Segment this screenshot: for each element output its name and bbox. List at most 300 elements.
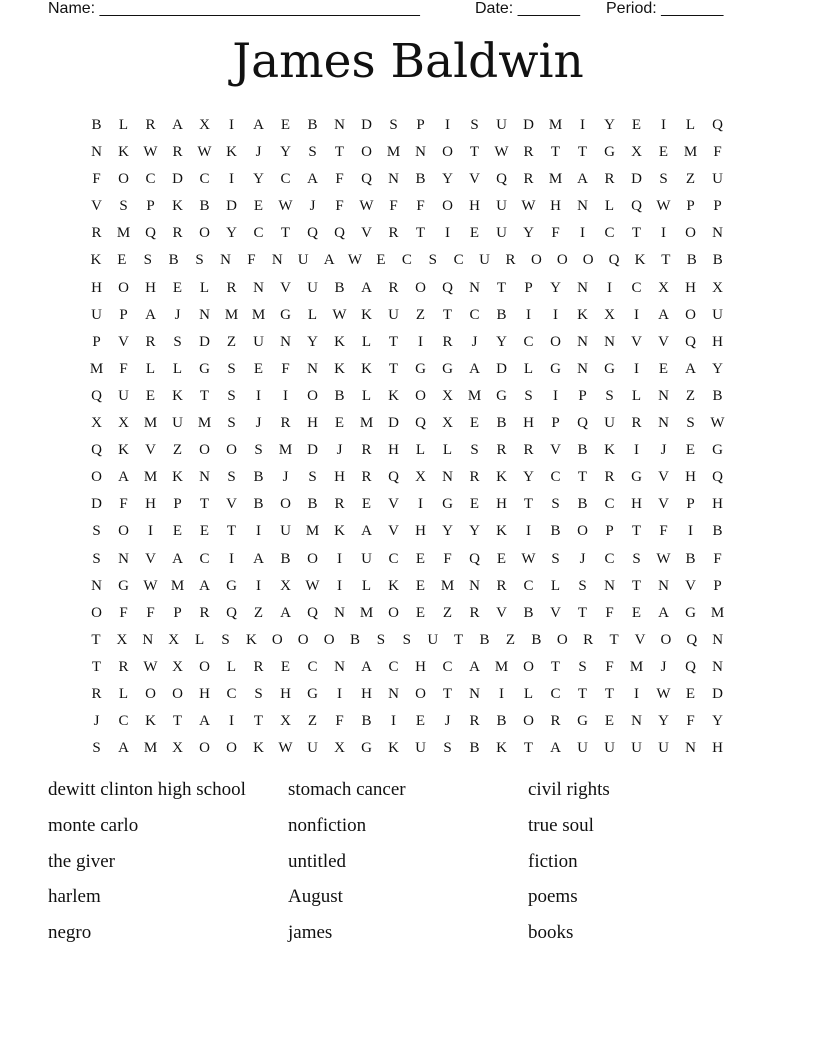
grid-letter[interactable]: X [91, 415, 102, 432]
grid-letter[interactable]: A [280, 604, 291, 621]
grid-letter[interactable]: E [496, 550, 507, 567]
grid-letter[interactable]: L [550, 577, 561, 594]
grid-letter[interactable]: M [305, 523, 320, 540]
grid-letter[interactable]: S [428, 252, 437, 269]
grid-letter[interactable]: H [307, 415, 318, 432]
grid-letter[interactable]: I [229, 117, 234, 133]
grid-letter[interactable]: S [578, 577, 587, 594]
grid-letter[interactable]: S [470, 442, 479, 459]
grid-letter[interactable]: X [604, 306, 615, 323]
grid-letter[interactable]: R [505, 252, 516, 269]
grid-letter[interactable]: P [92, 333, 101, 350]
grid-letter[interactable]: U [361, 550, 372, 567]
grid-letter[interactable]: R [145, 117, 156, 133]
grid-letter[interactable]: I [688, 523, 693, 540]
grid-letter[interactable]: R [604, 469, 615, 486]
grid-letter[interactable]: E [361, 496, 372, 513]
grid-letter[interactable]: Y [442, 171, 453, 188]
grid-letter[interactable]: S [551, 550, 560, 567]
grid-letter[interactable]: N [142, 631, 154, 648]
grid-letter[interactable]: A [199, 713, 210, 730]
grid-letter[interactable]: E [415, 604, 426, 621]
grid-letter[interactable]: X [415, 469, 426, 486]
grid-letter[interactable]: U [427, 631, 439, 648]
grid-letter[interactable]: Y [523, 469, 534, 486]
grid-letter[interactable]: H [712, 333, 723, 350]
grid-letter[interactable]: X [658, 279, 669, 296]
grid-letter[interactable]: B [550, 523, 561, 540]
grid-letter[interactable]: E [658, 144, 669, 161]
grid-letter[interactable]: K [172, 198, 183, 215]
grid-letter[interactable]: S [686, 415, 695, 432]
grid-letter[interactable]: T [415, 225, 426, 242]
grid-letter[interactable]: C [145, 171, 156, 188]
grid-letter[interactable]: R [523, 171, 534, 188]
grid-letter[interactable]: H [361, 685, 372, 702]
grid-letter[interactable]: M [494, 658, 509, 675]
grid-letter[interactable]: Y [226, 225, 237, 242]
grid-letter[interactable]: O [361, 144, 372, 161]
grid-letter[interactable]: T [454, 631, 464, 648]
grid-letter[interactable]: L [523, 360, 534, 377]
grid-letter[interactable]: F [551, 225, 560, 242]
grid-letter[interactable]: G [226, 577, 237, 594]
grid-letter[interactable]: V [226, 496, 237, 513]
grid-letter[interactable]: M [467, 387, 482, 404]
grid-letter[interactable]: M [440, 577, 455, 594]
grid-letter[interactable]: S [551, 496, 560, 513]
grid-letter[interactable]: O [415, 685, 426, 702]
grid-letter[interactable]: S [308, 144, 317, 161]
grid-letter[interactable]: X [172, 658, 183, 675]
grid-letter[interactable]: K [577, 306, 588, 323]
grid-letter[interactable]: I [661, 117, 666, 133]
grid-letter[interactable]: I [283, 387, 288, 404]
grid-letter[interactable]: T [442, 306, 453, 323]
grid-letter[interactable]: A [253, 117, 264, 133]
grid-letter[interactable]: I [634, 360, 639, 377]
grid-letter[interactable]: T [172, 713, 183, 730]
grid-letter[interactable]: S [227, 469, 236, 486]
grid-letter[interactable]: N [415, 144, 426, 161]
grid-letter[interactable]: U [577, 740, 588, 757]
grid-letter[interactable]: O [442, 198, 453, 215]
grid-letter[interactable]: Q [226, 604, 237, 621]
grid-letter[interactable]: Q [631, 198, 642, 215]
grid-letter[interactable]: X [280, 577, 291, 594]
grid-letter[interactable]: R [253, 658, 264, 675]
grid-letter[interactable]: B [280, 550, 291, 567]
grid-letter[interactable]: D [361, 117, 372, 133]
grid-letter[interactable]: V [280, 279, 291, 296]
grid-letter[interactable]: V [388, 523, 399, 540]
grid-letter[interactable]: T [577, 469, 588, 486]
grid-letter[interactable]: N [469, 577, 480, 594]
grid-letter[interactable]: O [226, 740, 237, 757]
grid-letter[interactable]: Q [686, 631, 698, 648]
grid-letter[interactable]: D [523, 117, 534, 133]
grid-letter[interactable]: Q [91, 387, 102, 404]
grid-letter[interactable]: T [91, 658, 102, 675]
grid-letter[interactable]: B [350, 631, 361, 648]
grid-letter[interactable]: O [388, 604, 399, 621]
grid-letter[interactable]: I [499, 685, 504, 702]
grid-letter[interactable]: R [496, 442, 507, 459]
grid-letter[interactable]: A [361, 658, 372, 675]
grid-letter[interactable]: I [337, 550, 342, 567]
grid-letter[interactable]: A [469, 658, 480, 675]
grid-letter[interactable]: K [334, 360, 345, 377]
grid-letter[interactable]: P [686, 198, 695, 215]
grid-letter[interactable]: C [253, 225, 264, 242]
grid-letter[interactable]: C [469, 306, 480, 323]
grid-letter[interactable]: B [712, 523, 723, 540]
grid-letter[interactable]: W [359, 198, 374, 215]
grid-letter[interactable]: N [280, 333, 291, 350]
grid-letter[interactable]: S [659, 171, 668, 188]
grid-letter[interactable]: O [523, 713, 534, 730]
grid-letter[interactable]: O [415, 387, 426, 404]
grid-letter[interactable]: Q [685, 658, 696, 675]
grid-letter[interactable]: A [469, 360, 480, 377]
grid-letter[interactable]: E [658, 360, 669, 377]
grid-letter[interactable]: U [388, 306, 399, 323]
grid-letter[interactable]: I [634, 306, 639, 323]
grid-letter[interactable]: O [582, 252, 594, 269]
grid-letter[interactable]: T [388, 333, 399, 350]
grid-letter[interactable]: S [227, 360, 236, 377]
grid-letter[interactable]: V [469, 171, 480, 188]
grid-letter[interactable]: I [526, 306, 531, 323]
grid-letter[interactable]: I [661, 225, 666, 242]
grid-letter[interactable]: J [336, 442, 343, 459]
grid-letter[interactable]: R [631, 415, 642, 432]
grid-letter[interactable]: S [92, 523, 101, 540]
grid-letter[interactable]: P [713, 198, 722, 215]
grid-letter[interactable]: U [253, 333, 264, 350]
grid-letter[interactable]: N [469, 279, 480, 296]
grid-letter[interactable]: W [197, 144, 212, 161]
grid-letter[interactable]: B [577, 442, 588, 459]
grid-letter[interactable]: G [118, 577, 129, 594]
grid-letter[interactable]: T [604, 685, 615, 702]
grid-letter[interactable]: M [89, 360, 104, 377]
grid-letter[interactable]: E [280, 658, 291, 675]
grid-letter[interactable]: N [91, 144, 102, 161]
grid-letter[interactable]: K [634, 252, 646, 269]
grid-letter[interactable]: L [415, 442, 426, 459]
grid-letter[interactable]: F [416, 198, 425, 215]
grid-letter[interactable]: I [553, 306, 558, 323]
grid-letter[interactable]: H [469, 198, 480, 215]
grid-letter[interactable]: N [199, 469, 210, 486]
grid-letter[interactable]: B [479, 631, 490, 648]
grid-letter[interactable]: Y [550, 279, 561, 296]
grid-letter[interactable]: W [656, 685, 671, 702]
grid-letter[interactable]: A [172, 550, 183, 567]
grid-letter[interactable]: S [605, 387, 614, 404]
grid-letter[interactable]: U [712, 306, 723, 323]
grid-letter[interactable]: P [578, 387, 587, 404]
grid-letter[interactable]: O [685, 225, 696, 242]
grid-letter[interactable]: X [334, 740, 345, 757]
grid-letter[interactable]: Q [712, 117, 723, 133]
grid-letter[interactable]: N [388, 685, 399, 702]
grid-letter[interactable]: E [334, 415, 345, 432]
grid-letter[interactable]: Q [469, 550, 480, 567]
grid-letter[interactable]: W [347, 252, 363, 269]
grid-letter[interactable]: S [376, 631, 386, 648]
grid-letter[interactable]: H [145, 279, 156, 296]
grid-letter[interactable]: J [444, 713, 451, 730]
grid-letter[interactable]: I [445, 117, 450, 133]
grid-letter[interactable]: A [118, 469, 129, 486]
grid-letter[interactable]: N [604, 333, 615, 350]
grid-letter[interactable]: C [280, 171, 291, 188]
grid-letter[interactable]: T [199, 496, 210, 513]
grid-letter[interactable]: A [361, 523, 372, 540]
grid-letter[interactable]: T [199, 387, 210, 404]
grid-letter[interactable]: Y [442, 523, 453, 540]
grid-letter[interactable]: R [469, 469, 480, 486]
grid-letter[interactable]: D [199, 333, 210, 350]
grid-letter[interactable]: T [280, 225, 291, 242]
grid-letter[interactable]: T [442, 685, 453, 702]
grid-letter[interactable]: M [386, 144, 401, 161]
grid-letter[interactable]: U [415, 740, 426, 757]
grid-letter[interactable]: H [685, 279, 696, 296]
grid-letter[interactable]: E [117, 252, 127, 269]
grid-letter[interactable]: R [523, 442, 534, 459]
grid-letter[interactable]: E [415, 713, 426, 730]
grid-letter[interactable]: M [116, 225, 131, 242]
grid-letter[interactable]: B [91, 117, 102, 133]
grid-letter[interactable]: N [604, 577, 615, 594]
grid-letter[interactable]: N [271, 252, 283, 269]
grid-letter[interactable]: F [119, 496, 128, 513]
grid-letter[interactable]: B [307, 117, 318, 133]
grid-letter[interactable]: C [604, 550, 615, 567]
grid-letter[interactable]: L [226, 658, 237, 675]
grid-letter[interactable]: E [145, 387, 156, 404]
grid-letter[interactable]: F [659, 523, 668, 540]
grid-letter[interactable]: I [553, 387, 558, 404]
grid-letter[interactable]: S [92, 740, 101, 757]
grid-letter[interactable]: T [661, 252, 671, 269]
grid-letter[interactable]: A [145, 306, 156, 323]
grid-letter[interactable]: O [550, 333, 561, 350]
grid-letter[interactable]: C [442, 658, 453, 675]
grid-letter[interactable]: P [173, 496, 182, 513]
grid-letter[interactable]: N [577, 360, 588, 377]
grid-letter[interactable]: K [361, 306, 372, 323]
grid-letter[interactable]: E [685, 442, 696, 459]
grid-letter[interactable]: R [604, 171, 615, 188]
grid-letter[interactable]: A [361, 279, 372, 296]
grid-letter[interactable]: S [143, 252, 152, 269]
grid-letter[interactable]: N [658, 415, 669, 432]
grid-letter[interactable]: S [632, 550, 641, 567]
grid-letter[interactable]: M [224, 306, 239, 323]
grid-letter[interactable]: U [631, 740, 642, 757]
grid-letter[interactable]: S [470, 117, 479, 133]
grid-letter[interactable]: Z [172, 442, 183, 459]
grid-letter[interactable]: I [580, 225, 585, 242]
grid-letter[interactable]: A [307, 171, 318, 188]
grid-letter[interactable]: F [605, 658, 614, 675]
grid-letter[interactable]: G [280, 306, 291, 323]
grid-letter[interactable]: L [199, 279, 210, 296]
grid-letter[interactable]: C [226, 685, 237, 702]
grid-letter[interactable]: E [415, 577, 426, 594]
grid-letter[interactable]: B [469, 740, 480, 757]
grid-letter[interactable]: R [226, 279, 237, 296]
grid-letter[interactable]: E [280, 117, 291, 133]
grid-letter[interactable]: N [685, 740, 696, 757]
grid-letter[interactable]: Z [442, 604, 453, 621]
grid-letter[interactable]: N [658, 577, 669, 594]
grid-letter[interactable]: V [634, 631, 646, 648]
grid-letter[interactable]: Y [469, 523, 480, 540]
grid-letter[interactable]: N [442, 469, 453, 486]
grid-letter[interactable]: S [227, 415, 236, 432]
grid-letter[interactable]: N [577, 333, 588, 350]
grid-letter[interactable]: B [253, 496, 264, 513]
grid-letter[interactable]: K [145, 713, 156, 730]
grid-letter[interactable]: U [604, 740, 615, 757]
grid-letter[interactable]: J [579, 550, 586, 567]
grid-letter[interactable]: O [307, 387, 318, 404]
grid-letter[interactable]: O [660, 631, 672, 648]
grid-letter[interactable]: A [577, 171, 588, 188]
grid-letter[interactable]: N [469, 685, 480, 702]
grid-letter[interactable]: I [607, 279, 612, 296]
grid-letter[interactable]: D [496, 360, 507, 377]
grid-letter[interactable]: I [580, 117, 585, 133]
grid-letter[interactable]: M [710, 604, 725, 621]
grid-letter[interactable]: Y [253, 171, 264, 188]
grid-letter[interactable]: I [148, 523, 153, 540]
grid-letter[interactable]: S [389, 117, 398, 133]
grid-letter[interactable]: K [388, 577, 399, 594]
grid-letter[interactable]: T [334, 144, 345, 161]
grid-letter[interactable]: P [119, 306, 128, 323]
grid-letter[interactable]: V [145, 550, 156, 567]
grid-letter[interactable]: K [226, 144, 237, 161]
grid-letter[interactable]: B [334, 387, 345, 404]
grid-letter[interactable]: E [631, 117, 642, 133]
grid-letter[interactable]: U [307, 740, 318, 757]
grid-letter[interactable]: R [469, 604, 480, 621]
grid-letter[interactable]: O [577, 523, 588, 540]
grid-letter[interactable]: K [388, 387, 399, 404]
grid-letter[interactable]: U [280, 523, 291, 540]
grid-letter[interactable]: L [604, 198, 615, 215]
grid-letter[interactable]: A [685, 360, 696, 377]
grid-letter[interactable]: K [334, 523, 345, 540]
grid-letter[interactable]: R [361, 442, 372, 459]
grid-letter[interactable]: G [307, 685, 318, 702]
grid-letter[interactable]: G [685, 604, 696, 621]
grid-letter[interactable]: R [388, 279, 399, 296]
grid-letter[interactable]: N [334, 604, 345, 621]
grid-letter[interactable]: Y [604, 117, 615, 133]
grid-letter[interactable]: G [604, 360, 615, 377]
grid-letter[interactable]: O [199, 225, 210, 242]
grid-letter[interactable]: R [280, 415, 291, 432]
grid-letter[interactable]: N [334, 658, 345, 675]
grid-letter[interactable]: V [658, 496, 669, 513]
grid-letter[interactable]: F [146, 604, 155, 621]
grid-letter[interactable]: C [401, 252, 412, 269]
grid-letter[interactable]: T [631, 577, 642, 594]
grid-letter[interactable]: X [442, 415, 453, 432]
grid-letter[interactable]: L [685, 117, 696, 133]
grid-letter[interactable]: H [145, 496, 156, 513]
grid-letter[interactable]: Y [712, 360, 723, 377]
grid-letter[interactable]: U [496, 198, 507, 215]
grid-letter[interactable]: A [658, 604, 669, 621]
grid-letter[interactable]: O [199, 740, 210, 757]
grid-letter[interactable]: G [199, 360, 210, 377]
grid-letter[interactable]: C [604, 225, 615, 242]
grid-letter[interactable]: X [168, 631, 180, 648]
grid-letter[interactable]: H [550, 198, 561, 215]
grid-letter[interactable]: X [116, 631, 128, 648]
grid-letter[interactable]: H [523, 415, 534, 432]
grid-letter[interactable]: C [550, 469, 561, 486]
grid-letter[interactable]: K [90, 252, 102, 269]
grid-letter[interactable]: O [199, 442, 210, 459]
grid-letter[interactable]: Z [253, 604, 264, 621]
grid-letter[interactable]: D [91, 496, 102, 513]
grid-letter[interactable]: W [143, 577, 158, 594]
grid-letter[interactable]: G [442, 496, 453, 513]
grid-letter[interactable]: B [334, 279, 345, 296]
grid-letter[interactable]: G [442, 360, 453, 377]
grid-letter[interactable]: E [631, 604, 642, 621]
grid-letter[interactable]: Q [415, 415, 426, 432]
grid-letter[interactable]: T [469, 144, 480, 161]
grid-letter[interactable]: H [685, 469, 696, 486]
grid-letter[interactable]: C [550, 685, 561, 702]
grid-letter[interactable]: L [442, 442, 453, 459]
grid-letter[interactable]: J [282, 469, 289, 486]
grid-letter[interactable]: X [118, 415, 129, 432]
grid-letter[interactable]: O [307, 550, 318, 567]
grid-letter[interactable]: V [361, 225, 372, 242]
grid-letter[interactable]: S [254, 685, 263, 702]
grid-letter[interactable]: N [577, 279, 588, 296]
grid-letter[interactable]: C [604, 496, 615, 513]
period-field[interactable]: Period: _______ [606, 0, 724, 17]
grid-letter[interactable]: S [195, 252, 204, 269]
grid-letter[interactable]: B [531, 631, 542, 648]
grid-letter[interactable]: Y [658, 713, 669, 730]
grid-letter[interactable]: C [631, 279, 642, 296]
grid-letter[interactable]: S [173, 333, 182, 350]
grid-letter[interactable]: Q [608, 252, 620, 269]
grid-letter[interactable]: K [118, 442, 129, 459]
grid-letter[interactable]: N [388, 171, 399, 188]
grid-letter[interactable]: N [220, 252, 231, 269]
grid-letter[interactable]: I [229, 171, 234, 188]
name-field[interactable]: Name: ____________________________________ [48, 0, 420, 17]
grid-letter[interactable]: K [245, 631, 257, 648]
grid-letter[interactable]: U [712, 171, 723, 188]
grid-letter[interactable]: W [710, 415, 725, 432]
grid-letter[interactable]: M [197, 415, 212, 432]
